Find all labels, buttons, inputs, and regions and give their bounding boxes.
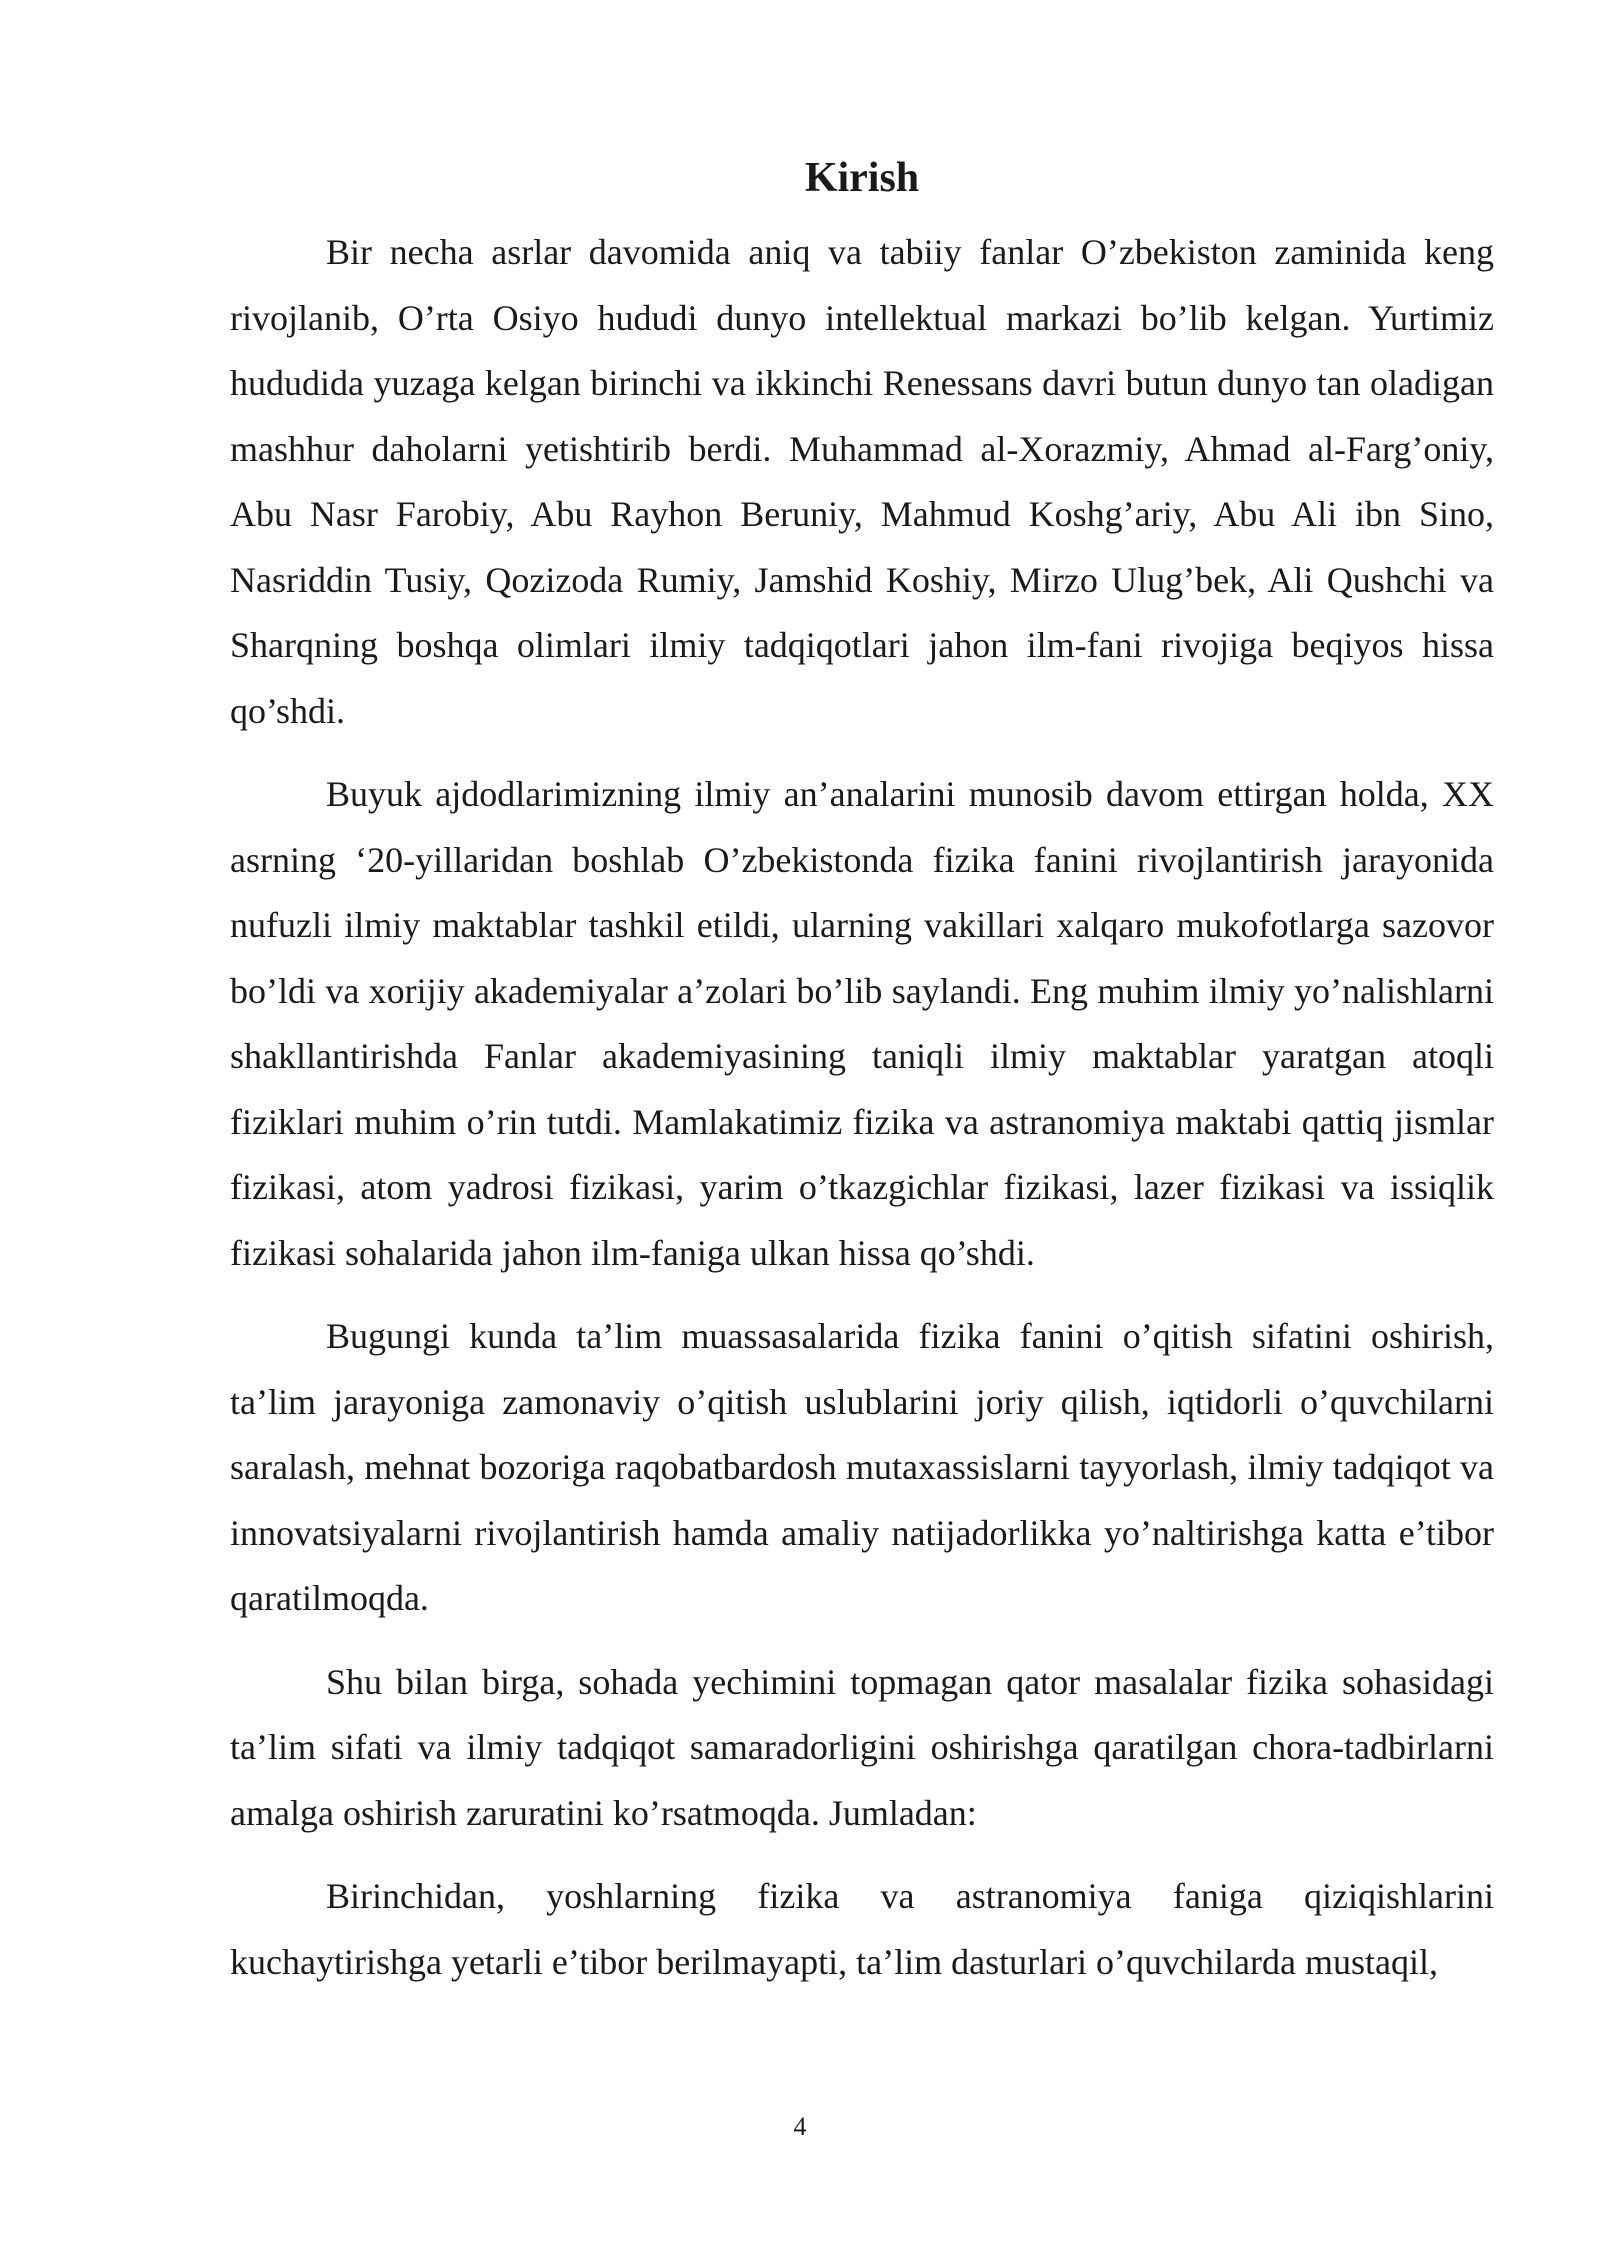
- paragraph-intro-history: Bir necha asrlar davomida aniq va tabiiy fanlar O’zbekiston zaminida keng rivojlanib, O’rta Osiyo hududi dunyo intellektual markazi bo’lib kelgan. Yurtimiz hududida yuzaga kelgan birinchi va ikkinchi Renessans davri butun dunyo tan oladigan mashhur daholarni yetishtirib berdi. Muhammad al-Xorazmiy, Ahmad al-Farg’oniy, Abu Nasr Farobiy, Abu Rayhon Beruniy, Mahmud Koshg’ariy, Abu Ali ibn Sino, Nasriddin Tusiy, Qozizoda Rumiy, Jamshid Koshiy, Mirzo Ulug’bek, Ali Qushchi va Sharqning boshqa olimlari ilmiy tadqiqotlari jahon ilm-fani rivojiga beqiyos hissa qo’shdi.: [230, 232, 1494, 731]
- paragraph-education-today: Bugungi kunda ta’lim muassasalarida fizika fanini o’qitish sifatini oshirish, ta’lim jarayoniga zamonaviy o’qitish uslublarini joriy qilish, iqtidorli o’quvchilarni saralash, mehnat bozoriga raqobatbardosh mutaxassislarni tayyorlash, ilmiy tadqiqot va innovatsiyalarni rivojlantirish hamda amaliy natijadorlikka yo’naltirishga katta e’tibor qaratilmoqda.: [230, 1316, 1494, 1618]
- page-title: Kirish: [804, 155, 920, 201]
- paragraph-scientific-schools: Buyuk ajdodlarimizning ilmiy an’analarini munosib davom ettirgan holda, XX asrning ‘20-yillaridan boshlab O’zbekistonda fizika fanini rivojlantirish jarayonida nufuzli ilmiy maktablar tashkil etildi, ularning vakillari xalqaro mukofotlarga sazovor bo’ldi va xorijiy akademiyalar a’zolari bo’lib saylandi. Eng muhim ilmiy yo’nalishlarni shakllantirishda Fanlar akademiyasining taniqli ilmiy maktablar yaratgan atoqli fiziklari muhim o’rin tutdi. Mamlakatimiz fizika va astranomiya maktabi qattiq jismlar fizikasi, atom yadrosi fizikasi, yarim o’tkazgichlar fizikasi, lazer fizikasi va issiqlik fizikasi sohalarida jahon ilm-faniga ulkan hissa qo’shdi.: [230, 774, 1494, 1273]
- document-page: [230, 150, 1494, 1995]
- paragraph-firstly: Birinchidan, yoshlarning fizika va astranomiya faniga qiziqishlarini kuchaytirishga yetarli e’tibor berilmayapti, ta’lim dasturlari o’quvchilarda mustaqil,: [230, 1876, 1494, 1982]
- paragraph-unsolved-issues: Shu bilan birga, sohada yechimini topmagan qator masalalar fizika sohasidagi ta’lim sifati va ilmiy tadqiqot samaradorligini oshirishga qaratilgan chora-tadbirlarni amalga oshirish zaruratini ko’rsatmoqda. Jumladan:: [230, 1661, 1494, 1833]
- page-number: 4: [793, 2112, 807, 2141]
